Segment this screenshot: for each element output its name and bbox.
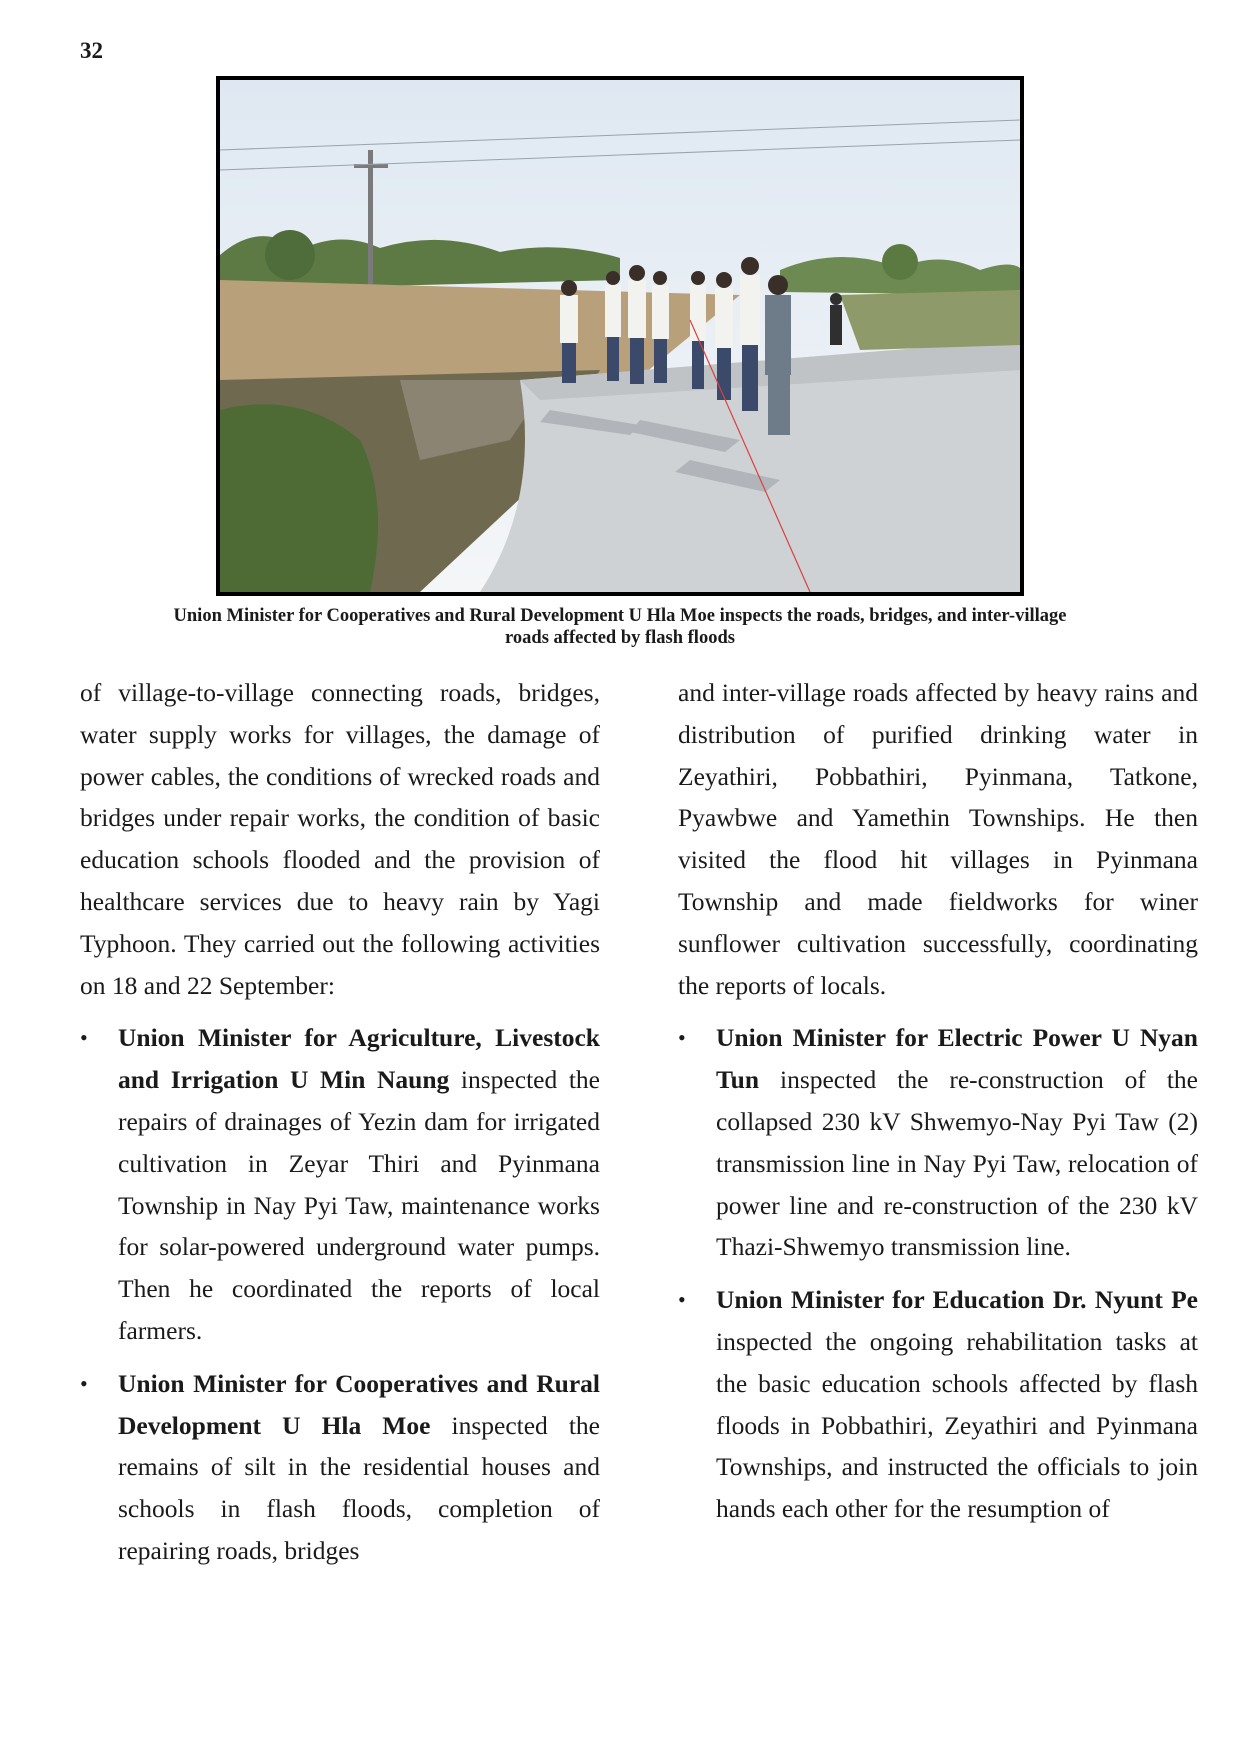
- list-item: [80, 1363, 600, 1572]
- left-intro-paragraph: of village-to-village connecting roads, bridges, water supply works for villages, the damage of power cables, the conditions of wrecked roads and bridges under repair works, the condition of basic education schools flooded and the provision of healthcare services due to heavy rain by Yagi Typhoon. They carried out the following activities on 18 and 22 September:: [80, 678, 600, 1000]
- inspection-photo: [216, 76, 1024, 596]
- minister-name: Union Minister for Agriculture, Livestock and Irrigation U Min Naung: [118, 1023, 600, 1095]
- minister-name: Union Minister for Cooperatives and Rural Development U Hla Moe: [118, 1368, 600, 1440]
- bullet-text: inspected the repairs of drainages of Yezin dam for irrigated cultivation in Zeyar Thiri and Pyinmana Township in Nay Pyi Taw, maintenance works for solar-powered underground water pumps. Then he coordinated the reports of local farmers.: [118, 1065, 600, 1345]
- list-item: [678, 1017, 1198, 1268]
- left-column: [80, 672, 600, 1572]
- list-item: [678, 1279, 1198, 1530]
- minister-name: Union Minister for Electric Power U Nyan Tun: [716, 1023, 1198, 1095]
- right-intro-paragraph: and inter-village roads affected by heavy rains and distribution of purified drinking water in Zeyathiri, Pobbathiri, Pyinmana, Tatkone, Pyawbwe and Yamethin Townships. He then visited the flood hit villages in Pyinmana Township and made fieldworks for winer sunflower cultivation successfully, coordinating the reports of locals.: [678, 678, 1198, 1000]
- right-column: [678, 672, 1198, 1530]
- bullet-icon: •: [678, 1287, 686, 1313]
- right-bullet-list: [678, 1017, 1198, 1530]
- minister-name: Union Minister for Education Dr. Nyunt Pe: [716, 1285, 1198, 1315]
- photo-illustration: [220, 80, 1020, 592]
- page-number: 32: [80, 38, 103, 63]
- bullet-icon: •: [80, 1025, 88, 1051]
- left-bullet-list: [80, 1017, 600, 1571]
- bullet-text: inspected the re-construction of the collapsed 230 kV Shwemyo-Nay Pyi Taw (2) transmission line in Nay Pyi Taw, relocation of power line and re-construction of the 230 kV Thazi-Shwemyo transmission line.: [716, 1065, 1198, 1262]
- bullet-icon: •: [80, 1370, 88, 1396]
- bullet-text: inspected the remains of silt in the residential houses and schools in flash floods, completion of repairing roads, bridges: [118, 1410, 600, 1565]
- list-item: [80, 1017, 600, 1351]
- bullet-text: inspected the ongoing rehabilitation tasks at the basic education schools affected by flash floods in Pobbathiri, Zeyathiri and Pyinmana Townships, and instructed the officials to join hands each other for the resumption of: [716, 1326, 1198, 1524]
- bullet-icon: •: [678, 1025, 686, 1051]
- photo-caption: Union Minister for Cooperatives and Rural Development U Hla Moe inspects the roads, bridges, and inter-village roads affected by flash floods: [173, 606, 1067, 648]
